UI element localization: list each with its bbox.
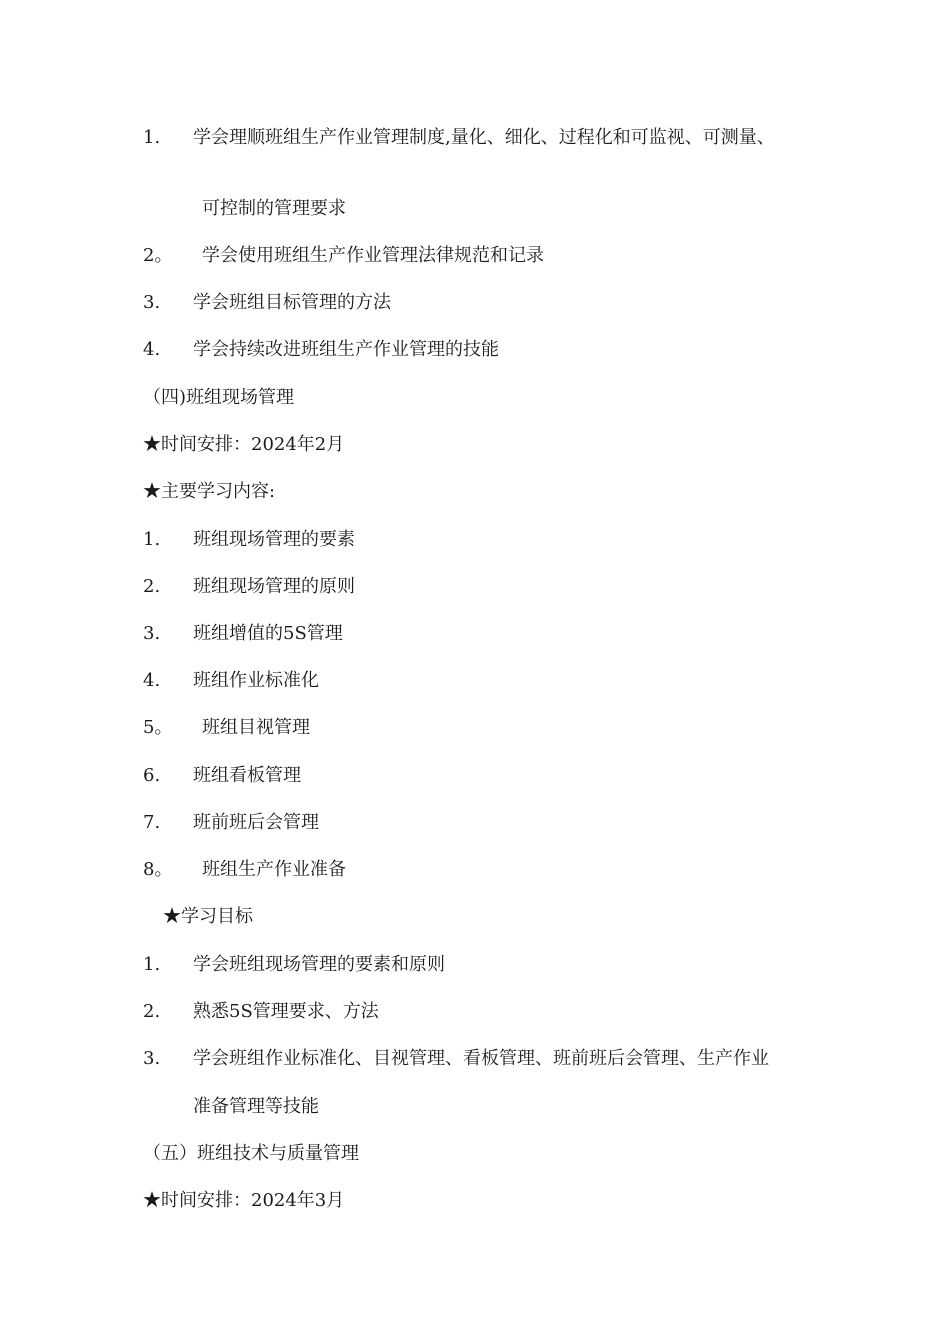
list-item-text: 班组现场管理的要素 [193, 529, 355, 550]
list-number: 1. [143, 529, 161, 550]
list-item-text: 学会使用班组生产作业管理法律规范和记录 [202, 245, 544, 266]
list-item-text: 班组作业标准化 [193, 670, 319, 691]
list-number: 7. [143, 812, 161, 833]
list-item-text: 学会理顺班组生产作业管理制度,量化、细化、过程化和可监视、可测量、 [193, 127, 775, 148]
list-number: 3. [143, 292, 161, 313]
list-item-text: 班组增值的5S管理 [193, 623, 343, 644]
list-item-text: 班前班后会管理 [193, 812, 319, 833]
list-number: 2. [143, 1001, 161, 1022]
list-item-text: 学会持续改进班组生产作业管理的技能 [193, 339, 499, 360]
list-number: 6. [143, 765, 161, 786]
list-number: 4. [143, 670, 161, 691]
list-item-text: 学会班组现场管理的要素和原则 [193, 954, 445, 975]
list-item-text: 熟悉5S管理要求、方法 [193, 1001, 379, 1022]
list-item-text: 班组目视管理 [202, 717, 310, 738]
list-number: 1. [143, 954, 161, 975]
list-item-text: 学会班组目标管理的方法 [193, 292, 391, 313]
list-item-text: 班组现场管理的原则 [193, 576, 355, 597]
schedule-line: ★时间安排：2024年3月 [143, 1190, 345, 1211]
goal-title: ★学习目标 [163, 906, 253, 927]
list-number: 2。 [143, 245, 173, 266]
list-number: 5。 [143, 717, 173, 738]
list-item-text: 班组看板管理 [193, 765, 301, 786]
section-heading: （四)班组现场管理 [143, 387, 295, 408]
list-number: 8。 [143, 859, 173, 880]
list-item-text: 班组生产作业准备 [202, 859, 346, 880]
list-number: 3. [143, 623, 161, 644]
list-item-continuation: 准备管理等技能 [193, 1096, 319, 1117]
schedule-line: ★时间安排：2024年2月 [143, 434, 345, 455]
list-item-continuation: 可控制的管理要求 [202, 198, 346, 219]
list-number: 4. [143, 339, 161, 360]
section-heading: （五）班组技术与质量管理 [143, 1143, 359, 1164]
list-number: 2. [143, 576, 161, 597]
content-title: ★主要学习内容: [143, 481, 276, 502]
list-item-text: 学会班组作业标准化、目视管理、看板管理、班前班后会管理、生产作业 [193, 1048, 769, 1069]
list-number: 1. [143, 127, 161, 148]
list-number: 3. [143, 1048, 161, 1069]
